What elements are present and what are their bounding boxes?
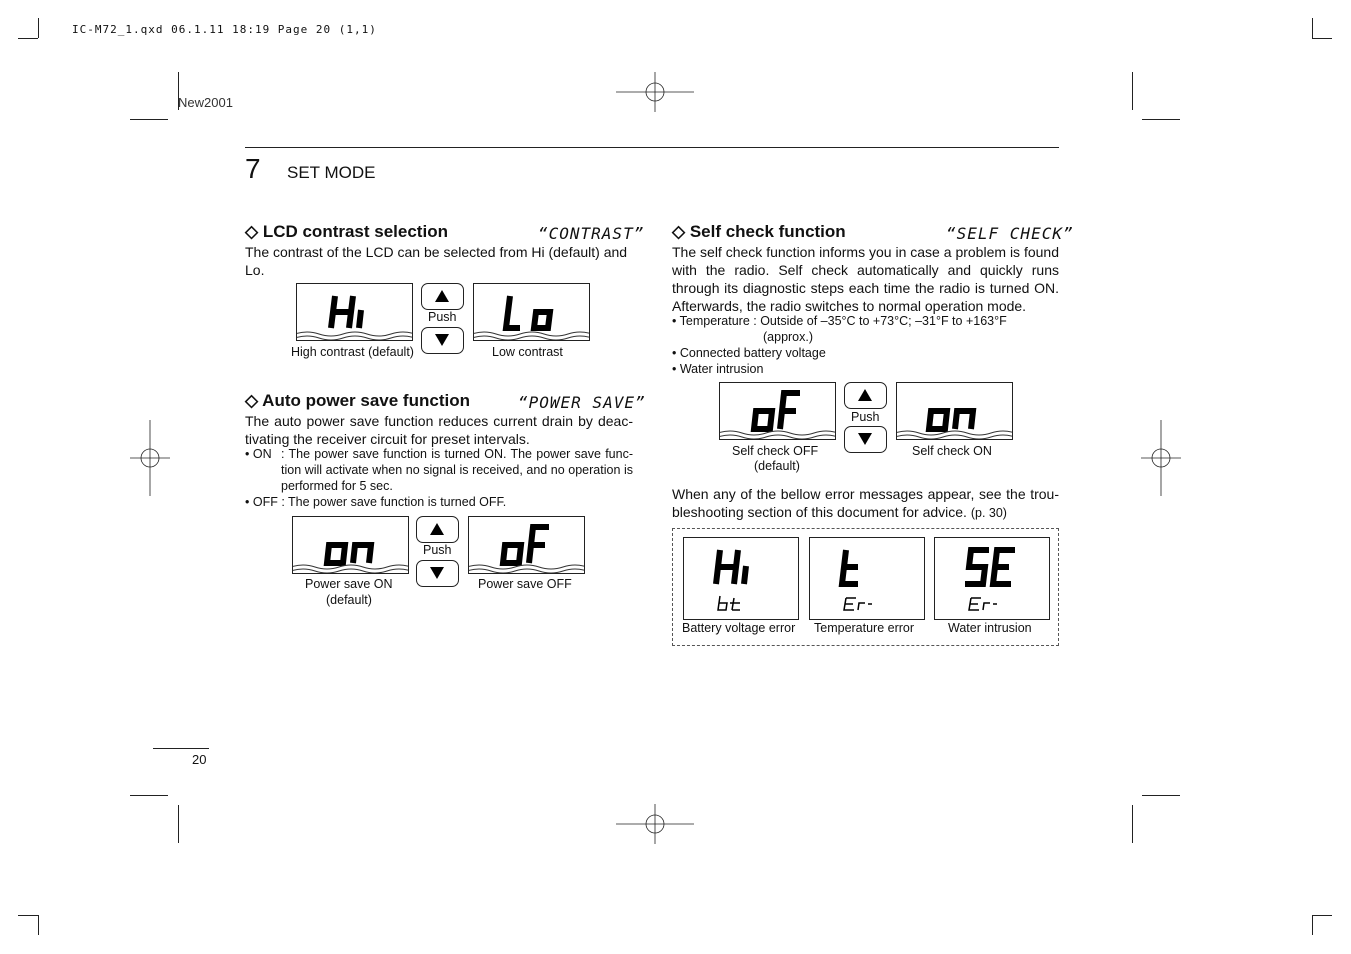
lcd-segment-graphic <box>293 517 408 573</box>
lcd-display-lo <box>473 283 590 341</box>
contrast-lcd-tag: “CONTRAST” <box>538 224 645 243</box>
caption-default: (default) <box>754 459 800 473</box>
caption-battery-error: Battery voltage error <box>682 621 796 635</box>
lcd-error-battery <box>683 537 799 620</box>
caption-self-check-off: Self check OFF <box>732 444 819 458</box>
lcd-segment-graphic <box>935 538 1049 619</box>
chapter-title: SET MODE <box>287 163 376 182</box>
lcd-segment-graphic <box>469 517 584 573</box>
lcd-display-self-off <box>719 382 836 440</box>
registration-target-bottom <box>616 804 694 844</box>
push-label: Push <box>851 410 880 424</box>
lcd-display-off <box>468 516 585 574</box>
diamond-icon: ◇ <box>245 222 259 241</box>
triangle-down-icon <box>435 334 449 346</box>
up-button[interactable] <box>844 382 887 409</box>
bullet-off: • OFF : The power save function is turned OFF. <box>245 495 507 509</box>
power-save-lcd-tag: “POWER SAVE” <box>518 393 646 412</box>
error-intro: When any of the bellow error messages appear, see the trou-bleshooting section of this document for advice. (p. 30) <box>672 486 1059 520</box>
triangle-up-icon <box>435 290 449 302</box>
caption-default: (default) <box>326 593 372 607</box>
chapter-number: 7 <box>245 153 261 184</box>
bullet-on-text: : The power save function is turned ON. The power save func-tion will activate when no signal is received, and no operation is performed for 5 sec. <box>281 447 633 493</box>
lcd-segment-graphic <box>297 284 412 340</box>
print-header: IC-M72_1.qxd 06.1.11 18:19 Page 20 (1,1) <box>72 23 377 36</box>
registration-target-top <box>616 72 694 112</box>
triangle-down-icon <box>858 433 872 445</box>
bullet-on-key: • ON <box>245 447 272 461</box>
lcd-display-on <box>292 516 409 574</box>
up-button[interactable] <box>416 516 459 543</box>
diamond-icon: ◇ <box>672 222 686 241</box>
caption-high-contrast: High contrast (default) <box>291 345 414 359</box>
push-label: Push <box>428 310 457 324</box>
caption-low-contrast: Low contrast <box>492 345 563 359</box>
down-button[interactable] <box>844 426 887 453</box>
power-save-heading: ◇ Auto power save function <box>245 391 470 410</box>
triangle-up-icon <box>858 389 872 401</box>
caption-water-intrusion: Water intrusion <box>948 621 1032 635</box>
lcd-segment-graphic <box>474 284 589 340</box>
self-check-lcd-tag: “SELF CHECK” <box>946 224 1074 243</box>
down-button[interactable] <box>416 560 459 587</box>
push-label: Push <box>423 543 452 557</box>
lcd-segment-graphic <box>684 538 798 619</box>
registration-target-right <box>1141 420 1181 496</box>
bullet-temperature: • Temperature : Outside of –35°C to +73°C; –31°F to +163°F <box>672 314 1007 328</box>
diamond-icon: ◇ <box>245 391 259 410</box>
lcd-display-self-on <box>896 382 1013 440</box>
bullet-battery: • Connected battery voltage <box>672 346 826 360</box>
caption-power-save-on: Power save ON <box>305 577 393 591</box>
lcd-segment-graphic <box>897 383 1012 439</box>
lcd-error-water <box>934 537 1050 620</box>
caption-self-check-on: Self check ON <box>912 444 992 458</box>
caption-power-save-off: Power save OFF <box>478 577 572 591</box>
triangle-up-icon <box>430 523 444 535</box>
contrast-description: The contrast of the LCD can be selected from Hi (default) and Lo. <box>245 244 628 278</box>
triangle-down-icon <box>430 567 444 579</box>
registration-target-left <box>130 420 170 496</box>
self-check-description: The self check function informs you in case a problem is found with the radio. Self check automatically and quickly runs through its diagnostic steps each time the radio is turned ON. Afterwards, the radio switches to normal operation mode. <box>672 244 1059 314</box>
down-button[interactable] <box>421 327 464 354</box>
contrast-heading: ◇ LCD contrast selection <box>245 222 448 241</box>
lcd-segment-graphic <box>810 538 924 619</box>
lcd-segment-graphic <box>720 383 835 439</box>
bullet-temperature-cont: (approx.) <box>763 330 814 344</box>
bullet-water: • Water intrusion <box>672 362 764 376</box>
self-check-heading: ◇ Self check function <box>672 222 846 241</box>
caption-temperature-error: Temperature error <box>814 621 915 635</box>
power-save-description: The auto power save function reduces current drain by deac-tivating the receiver circuit for preset intervals. <box>245 413 633 447</box>
job-note: New2001 <box>178 95 233 110</box>
lcd-display-hi <box>296 283 413 341</box>
page-number: 20 <box>192 752 207 767</box>
up-button[interactable] <box>421 283 464 310</box>
lcd-error-temperature <box>809 537 925 620</box>
